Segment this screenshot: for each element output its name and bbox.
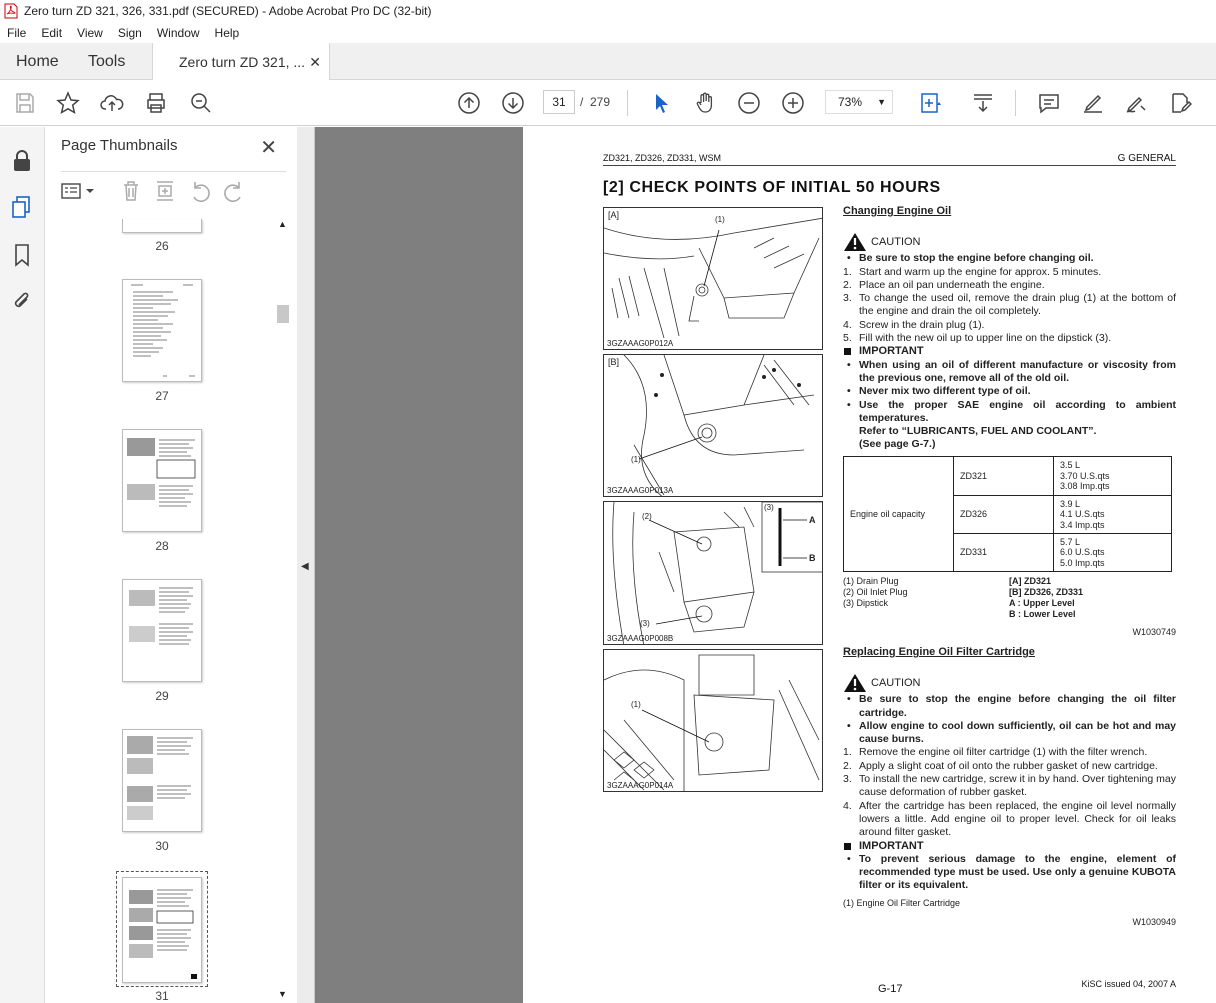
tab-tools[interactable]: Tools (88, 52, 126, 70)
oil-step-4-text: Screw in the drain plug (1). (859, 318, 985, 331)
engine-drawing-filter (604, 650, 823, 792)
page-separator: / (580, 95, 584, 109)
scroll-down-icon[interactable]: ▼ (278, 989, 287, 999)
warning-triangle-icon (843, 232, 867, 252)
thumbnail-label-27: 27 (155, 389, 169, 403)
capacity-us-quarts: 6.0 U.S.qts (1060, 547, 1105, 557)
fit-page-icon[interactable] (918, 90, 944, 116)
figure-a-callout: (1) (715, 215, 725, 224)
figure-dipstick-inset-callout: (3) (764, 503, 774, 512)
filter-section (843, 646, 1176, 929)
oil-important-label: IMPORTANT (843, 345, 1176, 358)
oil-caution-bullet: • Be sure to stop the engine before changing oil. (843, 252, 1176, 265)
scroll-mode-icon[interactable] (970, 90, 996, 116)
figure-dipstick-callout-2: (2) (642, 512, 652, 521)
figure-a (603, 207, 823, 350)
title-bar (0, 0, 1216, 22)
oil-step-1-text: Start and warm up the engine for approx. 5 minutes. (859, 265, 1102, 278)
page-preview-29 (123, 580, 201, 681)
scroll-up-icon[interactable]: ▲ (278, 219, 287, 229)
pdf-page (523, 127, 1216, 1003)
lower-level-marker: B (809, 553, 816, 563)
acrobat-pdf-icon (4, 3, 18, 19)
model-cell: ZD331 (954, 533, 1054, 571)
capacity-imp-quarts: 3.08 Imp.qts (1060, 481, 1110, 491)
menu-window[interactable]: Window (156, 25, 200, 40)
tab-document-label: Zero turn ZD 321, ... (179, 54, 306, 70)
thumbnail-label-28: 28 (155, 539, 169, 553)
print-icon[interactable] (143, 90, 169, 116)
figure-dipstick-callout-3: (3) (640, 619, 650, 628)
filter-step-3 (843, 773, 1176, 800)
filter-caution-heading (843, 673, 1176, 693)
oil-step-5-text: Fill with the new oil up to upper line on the dipstick (3). (859, 332, 1112, 345)
figure-dipstick-caption: 3GZAAAG0P008B (607, 634, 674, 643)
bookmark-star-icon[interactable] (55, 90, 81, 116)
capacity-label: Engine oil capacity (844, 456, 954, 571)
oil-step-1-number: 1. (843, 265, 852, 278)
filter-step-1-number: 1. (843, 746, 852, 759)
close-panel-icon[interactable]: ✕ (260, 137, 277, 159)
capacity-liters: 5.7 L (1060, 536, 1081, 547)
oil-step-2-number: 2. (843, 278, 852, 291)
filter-legend: (1) Engine Oil Filter Cartridge (843, 897, 961, 908)
lock-icon[interactable] (11, 149, 33, 173)
menu-view[interactable]: View (77, 25, 103, 40)
engine-drawing-dipstick (604, 502, 823, 645)
filter-step-2 (843, 760, 1176, 773)
filter-step-4-text: After the cartridge has been replaced, the engine oil level normally lowers a little. Add engine oil to proper level. Check for oil leaks around filter gasket. (859, 799, 1176, 839)
thumbnail-page-28[interactable] (122, 429, 202, 532)
left-rail (0, 127, 45, 1003)
filter-important-bullet: • To prevent serious damage to the engine, element of recommended type must be used. Use only a genuine KUBOTA filter or its equivalent. (843, 853, 1176, 893)
thumbnail-page-27[interactable] (122, 279, 202, 382)
total-pages: 279 (590, 95, 611, 109)
oil-see-page: (See page G-7.) (859, 438, 936, 451)
figure-filter-caption: 3GZAAAG0P014A (607, 781, 674, 790)
page-footer-number: G-17 (878, 983, 903, 995)
page-preview-31 (123, 878, 201, 982)
capacity-cell (1054, 456, 1172, 495)
section-title: [2] CHECK POINTS OF INITIAL 50 HOURS (603, 179, 941, 196)
zoom-level-value: 73% (838, 95, 863, 109)
legend-item: B : Lower Level (1009, 608, 1076, 619)
engine-drawing-a (604, 208, 823, 350)
oil-refer-line: Refer to “LUBRICANTS, FUEL AND COOLANT”. (859, 425, 1097, 438)
toolbar-divider (1015, 90, 1016, 116)
tab-document[interactable] (152, 43, 330, 81)
collapse-panel-icon[interactable]: ◀ (301, 561, 309, 572)
upper-level-marker: A (809, 515, 816, 525)
filter-step-2-number: 2. (843, 759, 852, 772)
filter-step-3-text: To install the new cartridge, screw it in by hand. Over tightening may cause deformation of rubber gasket. (859, 773, 1176, 799)
thumbnail-page-31[interactable] (122, 877, 202, 983)
oil-step-3-text: To change the used oil, remove the drain plug (1) at the bottom of the engine and drain the oil completely. (859, 292, 1176, 318)
table-row (844, 456, 1172, 495)
thumbnail-label-31: 31 (155, 989, 169, 1003)
oil-important-bullet-3: • Use the proper SAE engine oil according to ambient temperatures. (843, 399, 1176, 426)
oil-step-3-number: 3. (843, 292, 852, 305)
tab-bar (0, 43, 1216, 80)
rotate-clockwise-icon[interactable] (223, 180, 245, 202)
filter-important-label: IMPORTANT (843, 840, 1176, 853)
figure-a-tag: [A] (608, 210, 620, 220)
oil-reference-code: W1030749 (1132, 626, 1176, 637)
legend-item: [B] ZD326, ZD331 (1009, 586, 1084, 597)
select-cursor-icon[interactable] (648, 90, 674, 116)
oil-change-section (843, 205, 1176, 639)
tab-home[interactable]: Home (16, 52, 59, 70)
figure-b-caption: 3GZAAAG0P013A (607, 486, 674, 495)
model-cell: ZD321 (954, 456, 1054, 495)
panel-collapse-strip[interactable] (297, 127, 315, 1003)
figure-dipstick (603, 501, 823, 645)
page-preview-28 (123, 430, 201, 531)
zoom-in-icon[interactable] (780, 90, 806, 116)
warning-triangle-icon (843, 673, 867, 693)
close-tab-icon[interactable]: ✕ (309, 53, 321, 70)
bookmark-icon[interactable] (11, 243, 33, 267)
legend-item: (1) Drain Plug (843, 575, 899, 586)
window-title: Zero turn ZD 321, 326, 331.pdf (SECURED) - Adobe Acrobat Pro DC (32-bit) (24, 4, 432, 18)
oil-legend (843, 576, 1176, 620)
legend-item: A : Upper Level (1009, 597, 1075, 608)
page-preview-27 (123, 280, 201, 381)
attachment-icon[interactable] (11, 289, 33, 313)
figure-filter (603, 649, 823, 792)
capacity-cell (1054, 533, 1172, 571)
engine-drawing-b (604, 355, 823, 497)
filter-step-2-text: Apply a slight coat of oil onto the rubber gasket of new cartridge. (859, 759, 1158, 772)
menu-file[interactable]: File (7, 25, 27, 40)
oil-step-2-text: Place an oil pan underneath the engine. (859, 278, 1045, 291)
thumbnail-page-30[interactable] (122, 729, 202, 832)
filter-caution-label: CAUTION (871, 676, 921, 689)
thumbnail-label-30: 30 (155, 839, 169, 853)
thumbnail-page-29[interactable] (122, 579, 202, 682)
chevron-down-icon: ▼ (877, 97, 886, 107)
upload-cloud-icon[interactable] (99, 90, 125, 116)
zoom-level-select[interactable] (825, 90, 893, 114)
page-preview-30 (123, 730, 201, 831)
oil-step-3 (843, 292, 1176, 319)
page-thumbnails-icon[interactable] (11, 195, 33, 219)
scroll-thumb[interactable] (277, 305, 289, 323)
sign-pen-icon[interactable] (1123, 90, 1149, 116)
options-menu-icon[interactable] (61, 182, 95, 200)
filter-step-4-number: 4. (843, 799, 852, 812)
menu-sign[interactable]: Sign (117, 25, 142, 40)
thumbnails-panel (45, 127, 297, 1003)
oil-important-bullet-1: • When using an oil of different manufacture or viscosity from the previous one, remove all of the old oil. (843, 359, 1176, 386)
previous-page-icon[interactable] (456, 90, 482, 116)
page-header-left: ZD321, ZD326, ZD331, WSM (603, 153, 722, 163)
capacity-imp-quarts: 5.0 Imp.qts (1060, 557, 1105, 568)
oil-step-4 (843, 319, 1176, 332)
menu-bar (0, 22, 1216, 43)
legend-item: (2) Oil Inlet Plug (843, 586, 908, 597)
oil-step-5 (843, 332, 1176, 345)
filter-step-1-text: Remove the engine oil filter cartridge (1) with the filter wrench. (859, 746, 1148, 759)
filter-step-3-number: 3. (843, 773, 852, 786)
filter-step-4 (843, 800, 1176, 840)
oil-capacity-table (843, 456, 1172, 572)
toolbar-divider (627, 90, 628, 116)
comment-icon[interactable] (1036, 90, 1062, 116)
page-number-input[interactable]: 31 (543, 90, 575, 114)
save-icon[interactable] (12, 90, 38, 116)
capacity-liters: 3.9 L (1060, 498, 1081, 509)
delete-page-icon[interactable] (121, 180, 141, 202)
thumbnail-scrollbar[interactable] (277, 219, 289, 1003)
rotate-counterclockwise-icon[interactable] (189, 180, 211, 202)
thumbnail-label-26: 26 (155, 239, 169, 253)
thumbnails-panel-title: Page Thumbnails (61, 137, 178, 154)
hand-tool-icon[interactable] (692, 90, 718, 116)
page-footer-issue: KiSC issued 04, 2007 A (1081, 979, 1176, 989)
figure-filter-callout: (1) (631, 700, 641, 709)
filter-caution-bullet-2: • Allow engine to cool down sufficiently, oil can be hot and may cause burns. (843, 720, 1176, 747)
capacity-liters: 3.5 L (1060, 460, 1081, 470)
oil-caution-label: CAUTION (871, 235, 921, 248)
capacity-imp-quarts: 3.4 Imp.qts (1060, 519, 1105, 530)
figure-b-tag: [B] (608, 357, 620, 367)
capacity-cell (1054, 495, 1172, 533)
zoom-out-icon[interactable] (736, 90, 762, 116)
figure-b (603, 354, 823, 497)
filter-title: Replacing Engine Oil Filter Cartridge (843, 646, 1035, 658)
oil-step-4-number: 4. (843, 318, 852, 331)
page-header-right: G GENERAL (1117, 153, 1176, 164)
header-rule (603, 165, 1176, 166)
legend-item: (3) Dipstick (843, 597, 889, 608)
oil-change-title: Changing Engine Oil (843, 205, 952, 217)
figure-b-callout: (1) (631, 455, 641, 464)
oil-step-2 (843, 279, 1176, 292)
figure-a-caption: 3GZAAAG0P012A (607, 339, 674, 348)
legend-item: [A] ZD321 (1009, 575, 1052, 586)
thumbnail-page-26[interactable] (122, 219, 202, 233)
oil-step-5-number: 5. (843, 332, 852, 345)
thumbnail-label-29: 29 (155, 689, 169, 703)
capacity-us-quarts: 4.1 U.S.qts (1060, 509, 1105, 519)
thumbnail-tools (61, 171, 286, 207)
capacity-us-quarts: 3.70 U.S.qts (1060, 470, 1110, 481)
search-zoom-icon[interactable] (188, 90, 214, 116)
filter-step-1 (843, 746, 1176, 759)
oil-important-bullet-2: • Never mix two different type of oil. (843, 385, 1176, 398)
next-page-icon[interactable] (500, 90, 526, 116)
fill-sign-icon[interactable] (1167, 90, 1193, 116)
filter-caution-bullet-1: • Be sure to stop the engine before changing the oil filter cartridge. (843, 693, 1176, 720)
insert-page-icon[interactable] (155, 180, 175, 202)
oil-step-1 (843, 266, 1176, 279)
oil-caution-heading (843, 232, 1176, 252)
menu-edit[interactable]: Edit (41, 25, 63, 40)
model-cell: ZD326 (954, 495, 1054, 533)
filter-reference-code: W1030949 (1132, 917, 1176, 928)
highlight-pen-icon[interactable] (1080, 90, 1106, 116)
menu-help[interactable]: Help (214, 25, 240, 40)
